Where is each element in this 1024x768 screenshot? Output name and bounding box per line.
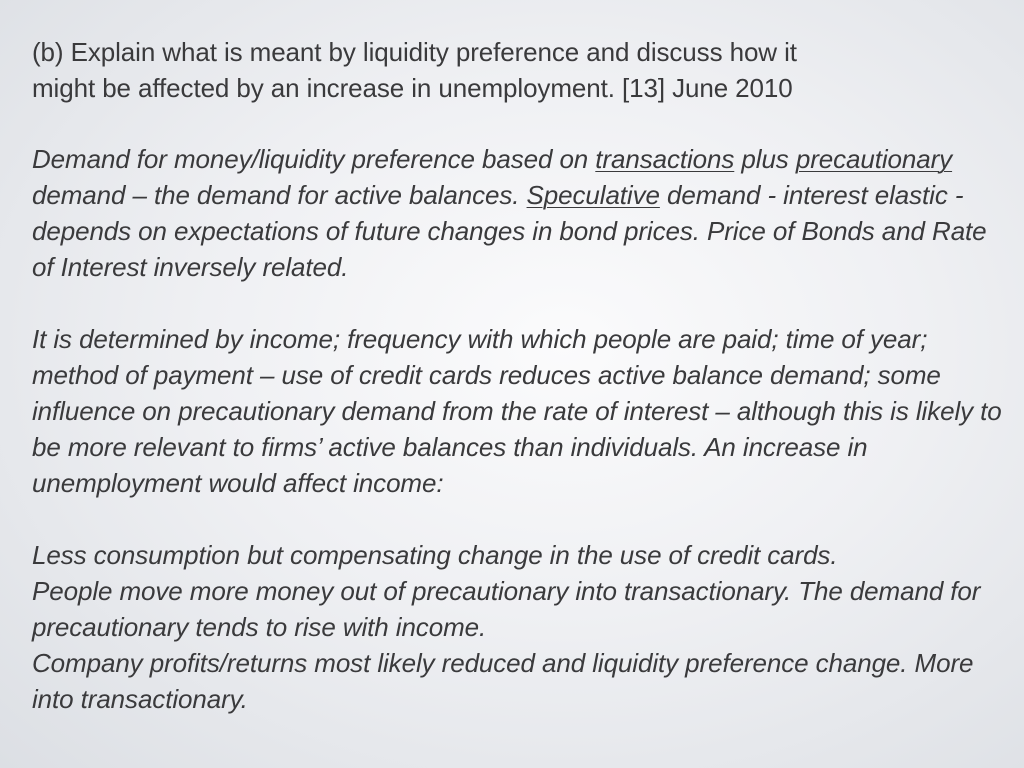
question-line-1: (b) Explain what is meant by liquidity preference and discuss how it xyxy=(32,37,797,67)
keyword-speculative: Speculative xyxy=(526,180,660,210)
para3-line-1: Less consumption but compensating change in the use of credit cards. xyxy=(32,540,838,570)
answer-paragraph-3 xyxy=(32,537,1004,717)
para1-text-3: demand – the demand for active balances. xyxy=(32,180,527,210)
slide-content xyxy=(32,34,1004,717)
para1-text-1: Demand for money/liquidity preference based on xyxy=(32,144,596,174)
answer-paragraph-2: It is determined by income; frequency with which people are paid; time of year; method of payment – use of credit cards reduces active balance demand; some influence on precautionary demand from the rate of interest – although this is likely to be more relevant to firms’ active balances than individuals. An increase in unemployment would affect income: xyxy=(32,324,1002,498)
para1-text-4: demand - interest elastic - depends on expectations of future changes in bond prices. Price of Bonds and Rate of Interest inversely related. xyxy=(32,180,987,282)
keyword-precautionary: precautionary xyxy=(795,144,953,174)
keyword-transactions: transactions xyxy=(595,144,735,174)
para3-line-3: Company profits/returns most likely reduced and liquidity preference change. More into transactionary. xyxy=(32,648,974,714)
question-text xyxy=(32,34,1004,106)
question-line-2: might be affected by an increase in unemployment. [13] June 2010 xyxy=(32,73,793,103)
answer-paragraph-1 xyxy=(32,141,1004,285)
para3-line-2: People move more money out of precautionary into transactionary. The demand for precautionary tends to rise with income. xyxy=(32,576,981,642)
para1-text-2: plus xyxy=(734,144,796,174)
